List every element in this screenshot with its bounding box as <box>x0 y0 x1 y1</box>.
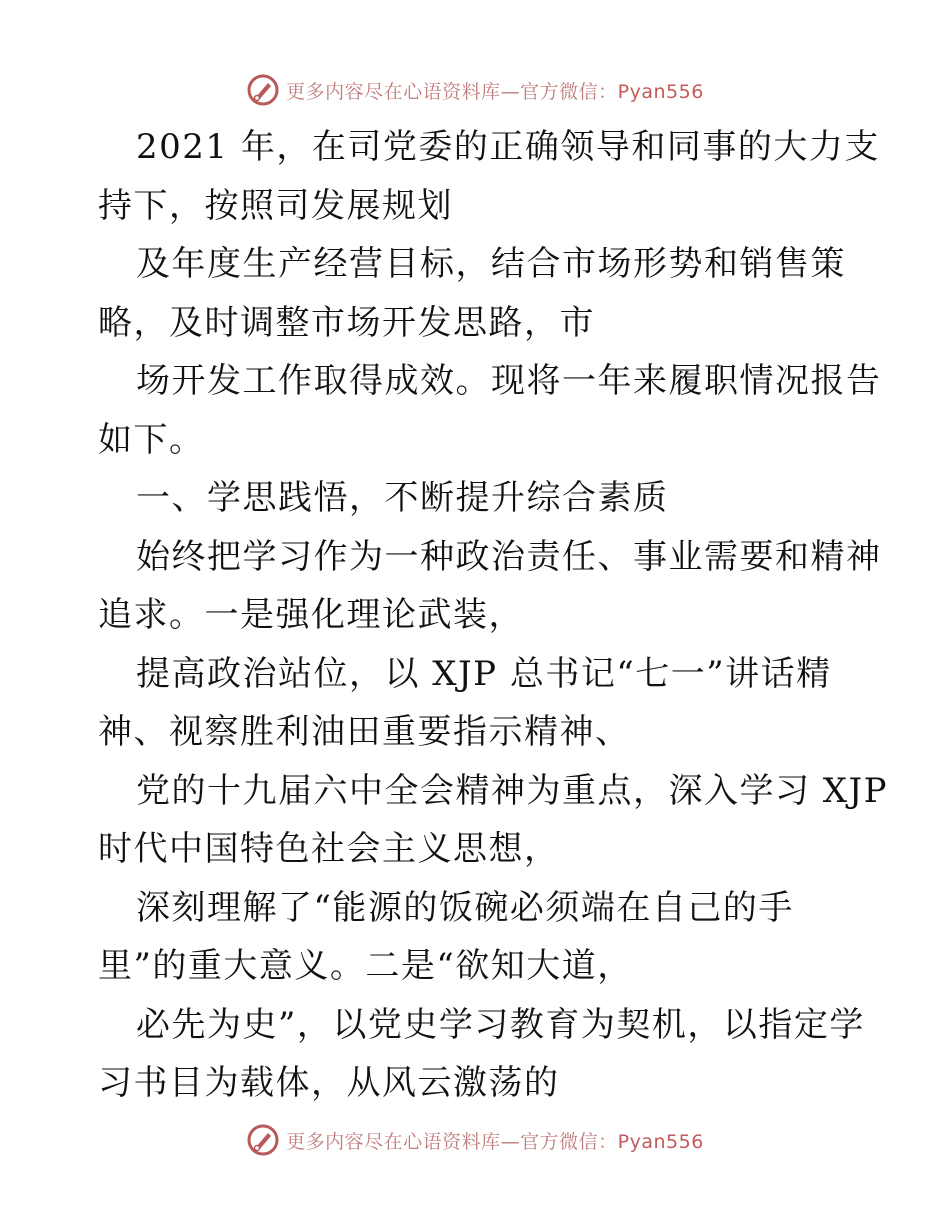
watermark-header <box>0 70 950 110</box>
text-line: 时代中国特色社会主义思想， <box>98 829 560 869</box>
text-line: 必先为史”，以党史学习教育为契机，以指定学 <box>136 1004 865 1045</box>
text-line: 里”的重大意义。二是“欲知大道， <box>98 946 633 986</box>
text-line: 略，及时调整市场开发思路，市 <box>98 302 595 343</box>
watermark-text: 更多内容尽在心语资料库—官方微信：Pyan556 <box>286 80 704 103</box>
text-line: 习书目为载体，从风云激荡的 <box>98 1063 560 1103</box>
pen-circle-logo-icon <box>246 73 280 107</box>
text-line: 提高政治站位，以 XJP 总书记“七一”讲话精 <box>136 653 832 694</box>
text-line: 神、视察胜利油田重要指示精神、 <box>98 712 631 752</box>
watermark-text: 更多内容尽在心语资料库—官方微信：Pyan556 <box>286 1130 704 1153</box>
watermark-footer <box>0 1120 950 1160</box>
text-line: 一、学思践悟，不断提升综合素质 <box>136 478 669 518</box>
text-line: 深刻理解了“能源的饭碗必须端在自己的手 <box>136 887 794 928</box>
text-line: 及年度生产经营目标，结合市场形势和销售策 <box>136 244 846 284</box>
document-body <box>98 118 889 1113</box>
text-line: 始终把学习作为一种政治责任、事业需要和精神 <box>136 536 882 577</box>
text-line: 2021 年，在司党委的正确领导和同事的大力支 <box>136 127 880 167</box>
pen-circle-logo-icon <box>246 1123 280 1157</box>
text-line: 党的十九届六中全会精神为重点，深入学习 XJP <box>136 770 889 811</box>
watermark-id: Pyan556 <box>617 1130 704 1153</box>
text-line: 场开发工作取得成效。现将一年来履职情况报告 <box>136 361 882 401</box>
text-line: 追求。一是强化理论武装， <box>98 595 524 635</box>
watermark-id: Pyan556 <box>617 80 704 103</box>
text-line: 持下，按照司发展规划 <box>98 185 453 226</box>
text-line: 如下。 <box>98 419 205 460</box>
